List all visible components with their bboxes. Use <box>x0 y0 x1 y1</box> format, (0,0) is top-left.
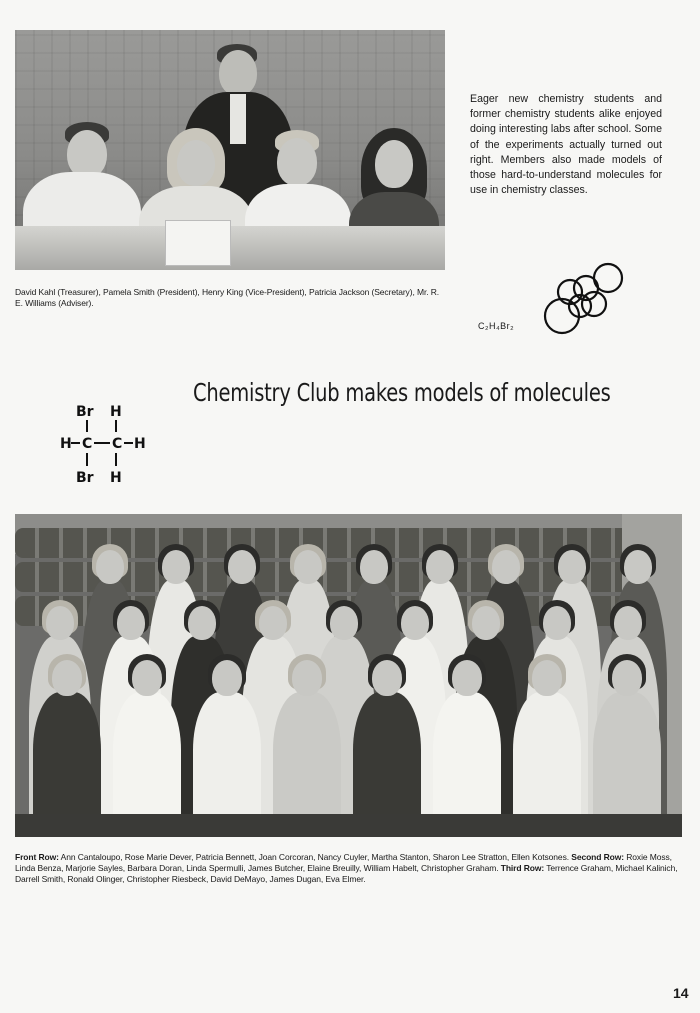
structural-formula <box>60 400 155 490</box>
club-group-photo <box>15 514 682 837</box>
student-figure <box>269 654 345 837</box>
molecular-formula-label: C₂H₄Br₂ <box>478 321 515 331</box>
atom-left: H <box>60 436 72 452</box>
atom-c2: C <box>112 436 123 452</box>
page-title: Chemistry Club makes models of molecules <box>193 378 611 407</box>
officers-photo <box>15 30 445 270</box>
officers-caption: David Kahl (Treasurer), Pamela Smith (President), Henry King (Vice-President), Patricia Jackson (Secretary), Mr. R. E. Williams (Adviser). <box>15 287 440 308</box>
article-blurb: Eager new chemistry students and former chemistry students alike enjoyed doing interesting labs after school. Some of the experiments actually turned out right. Members also made models of those hard-to-understand molecules for use in chemistry classes. <box>470 93 662 197</box>
page-number: 14 <box>673 985 689 1001</box>
front-row-names: Ann Cantaloupo, Rose Marie Dever, Patricia Bennett, Joan Corcoran, Nancy Cuyler, Martha Stanton, Sharon Lee Stratton, Ellen Kotsones. <box>58 852 572 862</box>
atom-right: H <box>134 436 146 452</box>
second-row-label: Second Row: <box>571 852 624 862</box>
second-row-names: Roxie Moss, Linda Benza, Marjorie Sayles, Barbara Doran, Linda Spermulli, James Butcher, Elaine Breuilly, William Habelt, Christopher Graham. <box>15 852 672 873</box>
atom-bottom-left: Br <box>76 470 94 486</box>
student-figure <box>109 654 185 837</box>
student-figure <box>349 654 425 837</box>
paper-sheet <box>165 220 231 266</box>
third-row-names: Terrence Graham, Michael Kalinich, Darrell Smith, Ronald Olinger, Christopher Riesbeck, David DeMayo, James Dugan, Eva Elmer. <box>15 863 678 884</box>
atom-c1: C <box>82 436 93 452</box>
student-figure <box>509 654 585 837</box>
student-figure <box>189 654 265 837</box>
group-caption <box>15 852 682 885</box>
atom-bottom-right: H <box>110 470 122 486</box>
third-row-label: Third Row: <box>500 863 545 873</box>
molecule-model-drawing <box>540 258 636 340</box>
atom-top-right: H <box>110 404 122 420</box>
student-figure <box>29 654 105 837</box>
student-figure <box>429 654 505 837</box>
student-figure <box>589 654 665 837</box>
atom-top-left: Br <box>76 404 94 420</box>
front-row-label: Front Row: <box>15 852 59 862</box>
